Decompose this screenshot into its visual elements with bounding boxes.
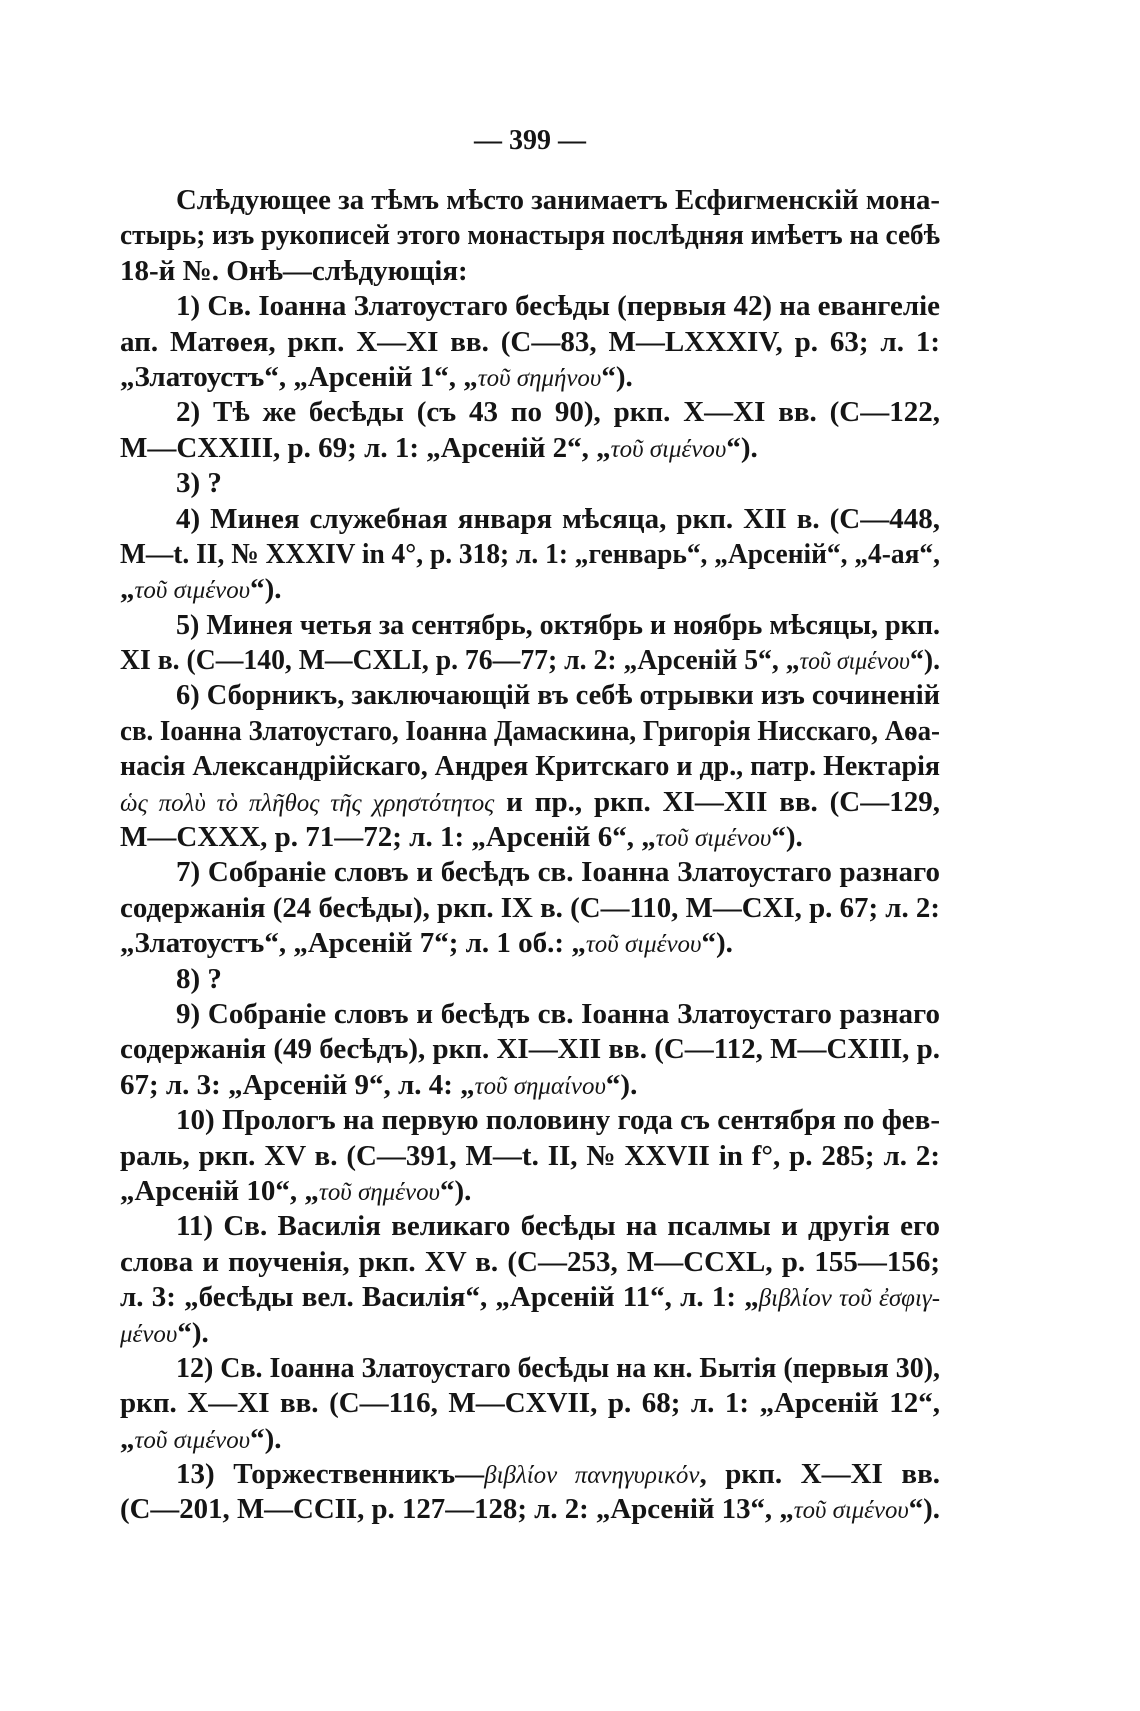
line-text: 67; л. 3: „Арсеній 9“, л. 4: „τοῦ σημαίνου“). [120,1068,638,1101]
text-line [120,855,940,890]
text-line [120,183,940,218]
text-line [120,820,940,855]
text-line [120,608,940,643]
line-text: 10) Прологъ на первую половину года съ сентября по фев- [176,1104,940,1137]
text-line [120,785,940,820]
manuscript-item-13 [120,1457,940,1528]
text-line [120,1245,940,1280]
line-text: „Златоустъ“, „Арсеній 1“, „τοῦ σημήνου“). [120,360,633,393]
text-line [120,466,940,501]
line-text: содержанія (24 бесѣды), ркп. IX в. (С—110, М—CXI, p. 67; л. 2: [120,891,940,924]
text-line [120,962,940,997]
text-line [120,643,940,678]
line-text: Слѣдующее за тѣмъ мѣсто занимаетъ Есфигменскій мона- [176,184,940,216]
line-text: ὡς πολὺ τὸ πλῆθος τῆς χρηστότητος и пр., ркп. XI—XII вв. (С—129, [120,785,941,818]
page-body [120,183,940,1528]
text-line [120,1032,940,1067]
line-text: 12) Св. Іоанна Златоустаго бесѣды на кн. Бытія (первыя 30), [176,1351,940,1384]
text-line [120,360,940,395]
text-line [120,1103,940,1138]
text-line [120,749,940,784]
greek-text: ὡς πολὺ τὸ πλῆθος τῆς χρηστότητος [120,789,495,817]
line-text: 9) Собраніе словъ и бесѣдъ св. Іоанна Златоустаго разнаго [176,997,940,1030]
text-line [120,537,940,572]
manuscript-item-5 [120,608,940,679]
line-text: ап. Матѳея, ркп. X—XI вв. (С—83, М—LXXXIV, p. 63; л. 1: [120,325,940,358]
text-line [120,218,940,253]
intro-paragraph [120,183,940,289]
greek-text: βιβλίον τοῦ ἐσφιγ- [758,1285,940,1313]
text-line [120,1351,940,1386]
line-text: 18-й №. Онѣ—слѣдующія: [120,254,468,287]
line-text: 4) Минея служебная января мѣсяца, ркп. XII в. (С—448, [176,502,940,535]
text-line [120,502,940,537]
text-line [120,1139,940,1174]
line-text: „Златоустъ“, „Арсеній 7“; л. 1 об.: „τοῦ σιμένου“). [120,927,733,960]
text-line [120,1316,940,1351]
line-text: 13) Торжественникъ—βιβλίον πανηγυρικόν, ркп. X—XI вв. [176,1458,940,1491]
line-text: 6) Сборникъ, заключающій въ себѣ отрывки изъ сочиненій [176,679,940,712]
line-text: л. 3: „бесѣды вел. Василія“, „Арсеній 11“, л. 1: „βιβλίον τοῦ ἐσφιγ- [120,1281,940,1314]
line-text: насія Александрійскаго, Андрея Критскаго и др., патр. Нектарія [120,750,940,783]
line-text: ркп. X—XI вв. (С—116, М—CXVII, p. 68; л. 1: „Арсеній 12“, [120,1387,940,1420]
greek-text: τοῦ σιμένου [610,435,727,463]
line-text: μένου“). [120,1316,209,1349]
line-text: 11) Св. Василія великаго бесѣды на псалмы и другія его [176,1210,940,1243]
text-line [120,1068,940,1103]
greek-text: τοῦ σημαίνου [474,1072,606,1100]
greek-text: τοῦ σιμένου [799,648,910,676]
line-text: „τοῦ σιμένου“). [120,1422,282,1455]
manuscript-item-12 [120,1351,940,1457]
line-text: М—CXXIII, p. 69; л. 1: „Арсеній 2“, „τοῦ σιμένου“). [120,431,758,464]
line-text: слова и поученія, ркп. XV в. (С—253, М—CCXL, p. 155—156; [120,1245,940,1278]
text-line [120,1457,940,1492]
text-line [120,289,940,324]
line-text: „Арсеній 10“, „τοῦ σημένου“). [120,1174,472,1207]
text-line [120,1280,940,1315]
manuscript-item-11 [120,1209,940,1351]
text-line [120,678,940,713]
greek-text: τοῦ σιμένου [793,1497,909,1525]
text-line [120,1209,940,1244]
greek-text: τοῦ σιμένου [585,931,702,959]
manuscript-item-7 [120,855,940,961]
text-line [120,714,940,749]
line-text: содержанія (49 бесѣдъ), ркп. XI—XII вв. (С—112, М—CXIII, p. [120,1033,940,1066]
line-text: М—CXXX, p. 71—72; л. 1: „Арсеній 6“, „τοῦ σιμένου“). [120,821,803,854]
manuscript-item-6 [120,678,940,855]
line-text: 3) ? [176,467,222,500]
greek-text: τοῦ σιμένου [134,577,251,605]
line-text: 7) Собраніе словъ и бесѣдъ св. Іоанна Златоустаго разнаго [176,856,940,889]
greek-text: βιβλίον πανηγυρικόν [484,1462,700,1490]
manuscript-item-3 [120,466,940,501]
line-text: раль, ркп. XV в. (С—391, М—t. II, № XXVII in f°, p. 285; л. 2: [120,1139,940,1172]
line-text: „τοῦ σιμένου“). [120,573,282,606]
greek-text: τοῦ σιμένου [655,825,772,853]
manuscript-item-10 [120,1103,940,1209]
text-line [120,572,940,607]
text-line [120,1386,940,1421]
line-text: св. Іоанна Златоустаго, Іоанна Дамаскина, Григорія Нисскаго, Аѳа- [120,714,940,747]
text-line [120,1422,940,1457]
page-number: — 399 — [474,125,586,156]
greek-text: τοῦ σημένου [318,1178,440,1206]
line-text: 5) Минея четья за сентябрь, октябрь и ноябрь мѣсяцы, ркп. [176,608,940,641]
text-line [120,891,940,926]
text-line [120,1492,940,1527]
line-text: стырь; изъ рукописей этого монастыря послѣдняя имѣетъ на себѣ [120,219,940,252]
text-line [120,1174,940,1209]
text-line [120,395,940,430]
manuscript-item-9 [120,997,940,1103]
line-text: XI в. (С—140, М—CXLI, p. 76—77; л. 2: „Арсеній 5“, „τοῦ σιμένου“). [120,644,940,677]
manuscript-item-4 [120,502,940,608]
greek-text: τοῦ σιμένου [134,1426,251,1454]
text-line [120,325,940,360]
line-text: (С—201, М—CCII, p. 127—128; л. 2: „Арсеній 13“, „τοῦ σιμένου“). [120,1493,940,1526]
text-line [120,431,940,466]
line-text: 2) Тѣ же бесѣды (съ 43 по 90), ркп. X—XI вв. (С—122, [176,396,940,429]
line-text: 8) ? [176,962,222,995]
greek-text: τοῦ σημήνου [477,364,602,392]
text-line [120,926,940,961]
manuscript-item-1 [120,289,940,395]
text-line [120,254,940,289]
line-text: 1) Св. Іоанна Златоустаго бесѣды (первыя 42) на евангеліе [176,290,940,323]
manuscript-item-8 [120,962,940,997]
manuscript-item-2 [120,395,940,466]
greek-text: μένου [120,1320,178,1348]
text-line [120,997,940,1032]
line-text: М—t. II, № XXXIV in 4°, p. 318; л. 1: „генварь“, „Арсеній“, „4-ая“, [120,537,940,570]
